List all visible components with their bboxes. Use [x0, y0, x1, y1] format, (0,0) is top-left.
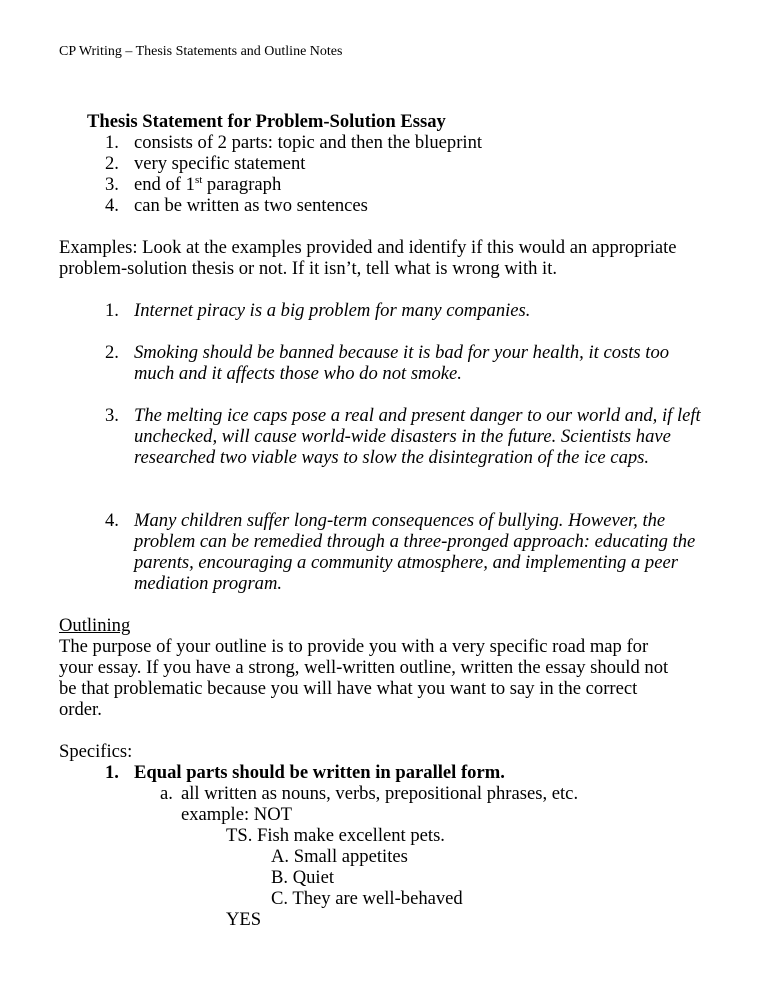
paragraph-line: order. — [59, 699, 102, 720]
example-line: mediation program. — [134, 573, 283, 594]
superscript-ordinal: st — [194, 173, 203, 186]
list-item: very specific statement — [134, 153, 306, 174]
outline-thesis-line: TS. Fish make excellent pets. — [226, 825, 445, 846]
example-label: example: NOT — [181, 804, 293, 825]
list-number: 2. — [105, 342, 119, 363]
paragraph-line: problem-solution thesis or not. If it isn’t, tell what is wrong with it. — [59, 258, 558, 279]
list-item-text: paragraph — [202, 174, 282, 195]
thesis-heading: Thesis Statement for Problem-Solution Essay — [87, 111, 446, 132]
list-number: 3. — [105, 174, 119, 195]
list-number: 4. — [105, 510, 119, 531]
list-item: can be written as two sentences — [134, 195, 368, 216]
outline-item: C. They are well-behaved — [271, 888, 463, 909]
list-number: 1. — [105, 300, 119, 321]
list-item-text: end of 1 — [134, 174, 195, 195]
specifics-label: Specifics: — [59, 741, 133, 762]
example-line: The melting ice caps pose a real and present danger to our world and, if left — [134, 405, 701, 426]
paragraph-line: your essay. If you have a strong, well-written outline, written the essay should not — [59, 657, 669, 678]
running-header: CP Writing – Thesis Statements and Outline Notes — [59, 44, 343, 59]
sub-text: all written as nouns, verbs, prepositional phrases, etc. — [181, 783, 579, 804]
example-line: unchecked, will cause world-wide disasters in the future. Scientists have — [134, 426, 671, 447]
list-item — [134, 174, 281, 195]
example-line: much and it affects those who do not smoke. — [134, 363, 462, 384]
example-line: Smoking should be banned because it is bad for your health, it costs too — [134, 342, 670, 363]
list-number: 3. — [105, 405, 119, 426]
rule-number: 1. — [105, 762, 119, 783]
yes-label: YES — [226, 909, 262, 930]
sub-letter: a. — [160, 783, 173, 804]
rule-text: Equal parts should be written in parallel form. — [134, 762, 505, 783]
paragraph-line: Examples: Look at the examples provided and identify if this would an appropriate — [59, 237, 677, 258]
list-number: 2. — [105, 153, 119, 174]
example-line: problem can be remedied through a three-pronged approach: educating the — [134, 531, 696, 552]
list-item: consists of 2 parts: topic and then the blueprint — [134, 132, 483, 153]
outlining-heading: Outlining — [59, 615, 131, 636]
example-line: Many children suffer long-term consequences of bullying. However, the — [134, 510, 666, 531]
example-line: parents, encouraging a community atmosphere, and implementing a peer — [134, 552, 678, 573]
paragraph-line: The purpose of your outline is to provide you with a very specific road map for — [59, 636, 649, 657]
outline-item: B. Quiet — [271, 867, 335, 888]
outline-item: A. Small appetites — [271, 846, 408, 867]
list-number: 4. — [105, 195, 119, 216]
example-line: researched two viable ways to slow the disintegration of the ice caps. — [134, 447, 650, 468]
paragraph-line: be that problematic because you will have what you want to say in the correct — [59, 678, 638, 699]
list-number: 1. — [105, 132, 119, 153]
example-line: Internet piracy is a big problem for many companies. — [134, 300, 531, 321]
